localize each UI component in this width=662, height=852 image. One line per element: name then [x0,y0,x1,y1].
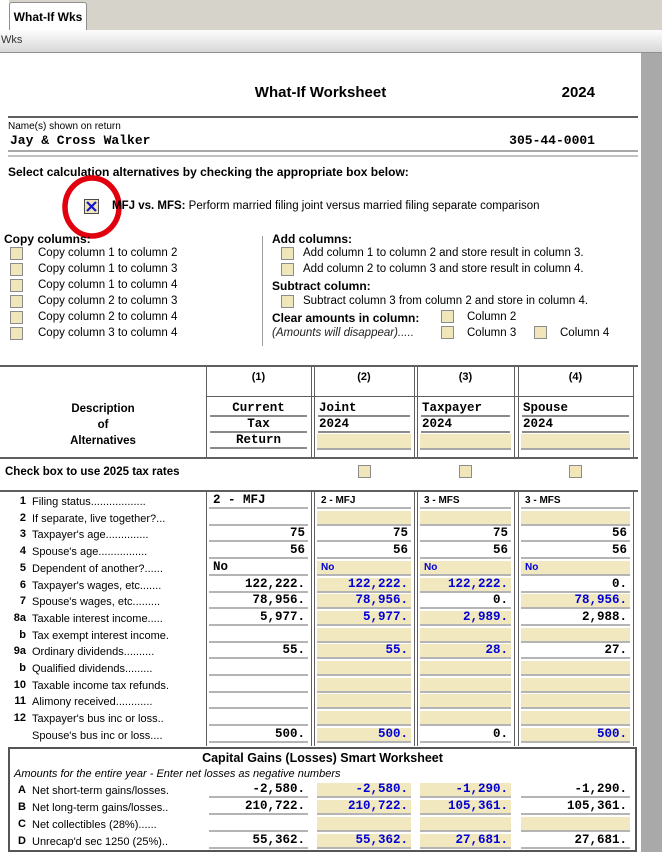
capgains-value-cell-col3[interactable]: 27,681. [420,834,511,849]
clear-column4-checkbox[interactable] [534,326,547,339]
mfj-mfs-label [112,200,540,212]
table-value-cell-col4[interactable]: 500. [521,728,630,743]
tax-year: 2024 [561,84,595,101]
column-grid-line [314,490,315,746]
subtract-column-title: Subtract column: [272,279,371,293]
table-value-cell-col4[interactable] [521,628,630,643]
table-row-number: 3 [19,528,26,540]
clear-column2-label: Column 2 [467,311,517,323]
table-value-cell-col3[interactable]: 28. [420,644,511,659]
column-grid-line [206,490,207,746]
table-row-label: Dependent of another?...... [32,563,163,575]
table-value-cell-col2[interactable]: 56 [317,544,411,559]
table-value-cell-col3[interactable]: No [420,561,511,576]
table-value-cell-col2[interactable]: 2 - MFJ [317,494,411,509]
name-rule-1 [8,150,638,152]
column-header-text: 2024 [523,417,554,431]
rates-checkbox-col4[interactable] [569,465,582,478]
table-row-number: 4 [19,545,26,557]
table-row-label: Tax exempt interest income. [32,630,169,642]
capgains-row-number: C [18,818,26,830]
copy-option-label: Copy column 2 to column 4 [38,311,178,323]
table-value-cell-col3[interactable] [420,511,511,526]
table-row-label: Taxpayer's age.............. [32,529,149,541]
table-row-label: Spouse's wages, etc......... [32,596,161,608]
table-value-cell-col3[interactable] [420,678,511,693]
column-grid-line [311,490,312,746]
table-row-number: 11 [14,695,26,707]
capgains-value-cell-col1[interactable] [209,817,308,832]
table-row-label: Taxable income tax refunds. [32,680,169,692]
table-value-cell-col2[interactable] [317,694,411,709]
table-row-label: Spouse's age................ [32,546,148,558]
table-value-cell-col2[interactable]: 78,956. [317,594,411,609]
instruction-select-line: Select calculation alternatives by checking the appropriate box below: [8,165,409,179]
table-row-number: 6 [19,579,26,591]
capgains-title: Capital Gains (Losses) Smart Worksheet [202,751,443,765]
capgains-value-cell-col1[interactable]: 210,722. [209,800,308,815]
capgains-value-cell-col3[interactable]: -1,290. [420,783,511,798]
copy-columns-title: Copy columns: [4,232,91,246]
rates-checkbox-col2[interactable] [358,465,371,478]
add-option-checkbox[interactable] [281,247,294,260]
copy-option-label: Copy column 3 to column 4 [38,327,178,339]
table-row-label: Taxpayer's wages, etc....... [32,580,162,592]
table-row-number: 1 [19,495,26,507]
section-divider [262,236,263,346]
page-right-margin [641,53,662,852]
description-header-line3: Alternatives [70,435,136,447]
table-value-cell-col3[interactable]: 3 - MFS [420,494,511,509]
column-header-text: 2024 [422,417,453,431]
table-value-cell-col1[interactable]: 75 [209,527,308,542]
capgains-value-cell-col2[interactable]: 55,362. [317,834,411,849]
copy-option-checkbox[interactable] [10,327,23,340]
column-header-text: Joint [319,401,357,415]
add-option-checkbox[interactable] [281,263,294,276]
info-bar [0,30,662,53]
name-label: Name(s) shown on return [8,121,121,132]
column-grid-line [414,366,415,457]
copy-option-label: Copy column 1 to column 2 [38,247,178,259]
tab-bar-gap [0,0,9,30]
capgains-value-cell-col2[interactable]: 210,722. [317,800,411,815]
table-value-cell-col3[interactable] [420,661,511,676]
header-rule [8,116,638,118]
table-value-cell-col2[interactable]: 55. [317,644,411,659]
copy-option-checkbox[interactable] [10,311,23,324]
table-value-cell-col1[interactable] [209,694,308,709]
table-value-cell-col2[interactable]: 122,222. [317,578,411,593]
table-value-cell-col3[interactable]: 0. [420,728,511,743]
table-value-cell-col1[interactable]: 55. [209,644,308,659]
table-value-cell-col3[interactable] [420,694,511,709]
clear-column3-label: Column 3 [467,327,517,339]
table-value-cell-col1[interactable] [209,511,308,526]
table-row-label: Qualified dividends......... [32,663,153,675]
table-value-cell-col2[interactable]: No [317,561,411,576]
rates-label: Check box to use 2025 tax rates [5,466,180,478]
table-value-cell-col2[interactable] [317,661,411,676]
table-row-label: If separate, live together?... [32,513,166,525]
clear-amounts-note: (Amounts will disappear)..... [272,327,414,339]
capgains-row-label: Net short-term gains/losses. [32,785,169,797]
table-value-cell-col1[interactable]: 500. [209,728,308,743]
capgains-row-label: Net long-term gains/losses.. [32,802,169,814]
capgains-value-cell-col4[interactable]: 27,681. [521,834,630,849]
add-option-label: Add column 1 to column 2 and store result in column 3. [303,247,584,259]
column-header-text: 2024 [319,417,350,431]
column-grid-line [514,366,515,457]
mfj-mfs-label-rest: Perform married filing joint versus married filing separate comparison [185,200,540,212]
table-value-cell-col3[interactable]: 122,222. [420,578,511,593]
description-header-line1: Description [71,403,135,415]
table-row-number: 9a [13,645,26,657]
clear-column2-checkbox[interactable] [441,310,454,323]
table-value-cell-col1[interactable]: 2 - MFJ [209,494,308,509]
table-value-cell-col4[interactable]: 78,956. [521,594,630,609]
table-rates-rule [0,490,638,492]
table-top-rule [0,365,638,367]
table-row-number: 2 [19,512,26,524]
add-columns-title: Add columns: [272,232,352,246]
table-value-cell-col3[interactable] [420,628,511,643]
capgains-row-number: D [18,835,26,847]
add-option-label: Add column 2 to column 3 and store result in column 4. [303,263,584,275]
table-value-cell-col3[interactable]: 75 [420,527,511,542]
column-grid-line [514,490,515,746]
table-row-label: Taxpayer's bus inc or loss.. [32,713,164,725]
column-header-underline [318,431,410,433]
description-header-line2: of [97,419,109,431]
table-value-cell-col1[interactable] [209,661,308,676]
column-number-header: (3) [458,371,473,383]
copy-option-checkbox[interactable] [10,279,23,292]
page-title: What-If Worksheet [254,84,387,101]
column-number-header: (2) [357,371,371,383]
capgains-subtitle: Amounts for the entire year - Enter net losses as negative numbers [14,768,341,780]
column-header-input[interactable] [521,434,630,450]
capgains-value-cell-col1[interactable]: -2,580. [209,783,308,798]
table-row-label: Spouse's bus inc or loss.... [32,730,163,742]
table-row-label: Alimony received............ [32,696,153,708]
capgains-value-cell-col2[interactable] [317,817,411,832]
table-value-cell-col4[interactable]: 3 - MFS [521,494,630,509]
capgains-value-cell-col2[interactable]: -2,580. [317,783,411,798]
taxpayer-ssn[interactable]: 305-44-0001 [509,133,595,148]
taxpayer-name[interactable]: Jay & Cross Walker [10,133,151,148]
table-value-cell-col3[interactable] [420,711,511,726]
column-grid-line [518,490,519,746]
capgains-value-cell-col3[interactable] [420,817,511,832]
table-value-cell-col2[interactable]: 500. [317,728,411,743]
clear-amounts-title: Clear amounts in column: [272,311,420,325]
capgains-row-number: A [18,784,26,796]
capgains-row-label: Unrecap'd sec 1250 (25%).. [32,836,169,848]
table-value-cell-col2[interactable]: 5,977. [317,611,411,626]
table-value-cell-col2[interactable]: 75 [317,527,411,542]
table-value-cell-col2[interactable] [317,628,411,643]
column-grid-line [311,366,312,457]
copy-option-checkbox[interactable] [10,247,23,260]
table-row-label: Filing status.................. [32,496,146,508]
table-row-label: Taxable interest income..... [32,613,163,625]
copy-option-checkbox[interactable] [10,263,23,276]
table-value-cell-col1[interactable]: 122,222. [209,578,308,593]
table-value-cell-col4[interactable]: 56 [521,527,630,542]
table-value-cell-col3[interactable]: 2,989. [420,611,511,626]
table-value-cell-col2[interactable] [317,678,411,693]
table-value-cell-col4[interactable]: 56 [521,544,630,559]
table-value-cell-col4[interactable]: No [521,561,630,576]
column-header-text: Spouse [523,401,569,415]
table-value-cell-col4[interactable] [521,511,630,526]
column-header-underline [522,431,629,433]
capgains-row-label: Net collectibles (28%)...... [32,819,157,831]
table-value-cell-col4[interactable] [521,678,630,693]
column-grid-line [414,490,415,746]
clear-column3-checkbox[interactable] [441,326,454,339]
capgains-value-cell-col1[interactable]: 55,362. [209,834,308,849]
table-row-number: 10 [13,679,26,691]
table-value-cell-col1[interactable]: No [209,561,308,576]
column-header-text: Tax [247,417,270,431]
capgains-value-cell-col3[interactable]: 105,361. [420,800,511,815]
capgains-value-cell-col4[interactable] [521,817,630,832]
column-header-text: Return [235,433,281,447]
column-number-header: (1) [251,371,266,383]
copy-option-checkbox[interactable] [10,295,23,308]
table-value-cell-col4[interactable] [521,711,630,726]
table-colnum-rule [206,396,633,397]
name-rule-2 [8,155,638,157]
table-value-cell-col2[interactable] [317,711,411,726]
column-header-underline [421,431,510,433]
table-row-number: 7 [19,595,26,607]
table-value-cell-col1[interactable] [209,678,308,693]
column-header-input[interactable] [420,434,511,450]
table-value-cell-col1[interactable] [209,711,308,726]
capgains-row-number: B [18,801,26,813]
table-row-number: b [19,662,26,674]
table-row-number: 8a [13,612,26,624]
mfj-mfs-label-bold: MFJ vs. MFS: [112,200,186,212]
copy-option-label: Copy column 1 to column 3 [38,263,178,275]
rates-checkbox-col3[interactable] [459,465,472,478]
column-grid-line [417,490,418,746]
table-value-cell-col4[interactable] [521,694,630,709]
copy-option-label: Copy column 1 to column 4 [38,279,178,291]
table-value-cell-col3[interactable]: 0. [420,594,511,609]
table-value-cell-col1[interactable]: 56 [209,544,308,559]
column-header-text: Taxpayer [422,401,483,415]
tab-bar [0,0,662,30]
table-value-cell-col1[interactable] [209,628,308,643]
table-row-number: 12 [13,712,26,724]
clear-column4-label: Column 4 [560,327,610,339]
table-value-cell-col1[interactable]: 5,977. [209,611,308,626]
column-header-text: Current [232,401,285,415]
table-value-cell-col4[interactable]: 2,988. [521,611,630,626]
table-row-number: 5 [19,562,26,574]
table-row-number: b [19,629,26,641]
table-value-cell-col4[interactable] [521,661,630,676]
table-value-cell-col2[interactable] [317,511,411,526]
table-value-cell-col4[interactable]: 0. [521,578,630,593]
column-grid-line [633,366,634,457]
copy-option-label: Copy column 2 to column 3 [38,295,178,307]
subtract-option-label: Subtract column 3 from column 2 and store in column 4. [303,295,589,307]
column-grid-line [633,490,634,746]
table-value-cell-col1[interactable]: 78,956. [209,594,308,609]
column-header-input[interactable] [317,434,411,450]
column-header-underline [210,447,307,449]
subtract-option-checkbox[interactable] [281,295,294,308]
info-bar-label: Wks [1,34,23,46]
table-value-cell-col3[interactable]: 56 [420,544,511,559]
table-row-label: Ordinary dividends.......... [32,646,155,658]
table-header-rule [0,457,638,459]
column-number-header: (4) [568,371,583,383]
capgains-value-cell-col4[interactable]: 105,361. [521,800,630,815]
table-value-cell-col4[interactable]: 27. [521,644,630,659]
capgains-value-cell-col4[interactable]: -1,290. [521,783,630,798]
tab-what-if-wks[interactable]: What-If Wks [9,2,87,30]
